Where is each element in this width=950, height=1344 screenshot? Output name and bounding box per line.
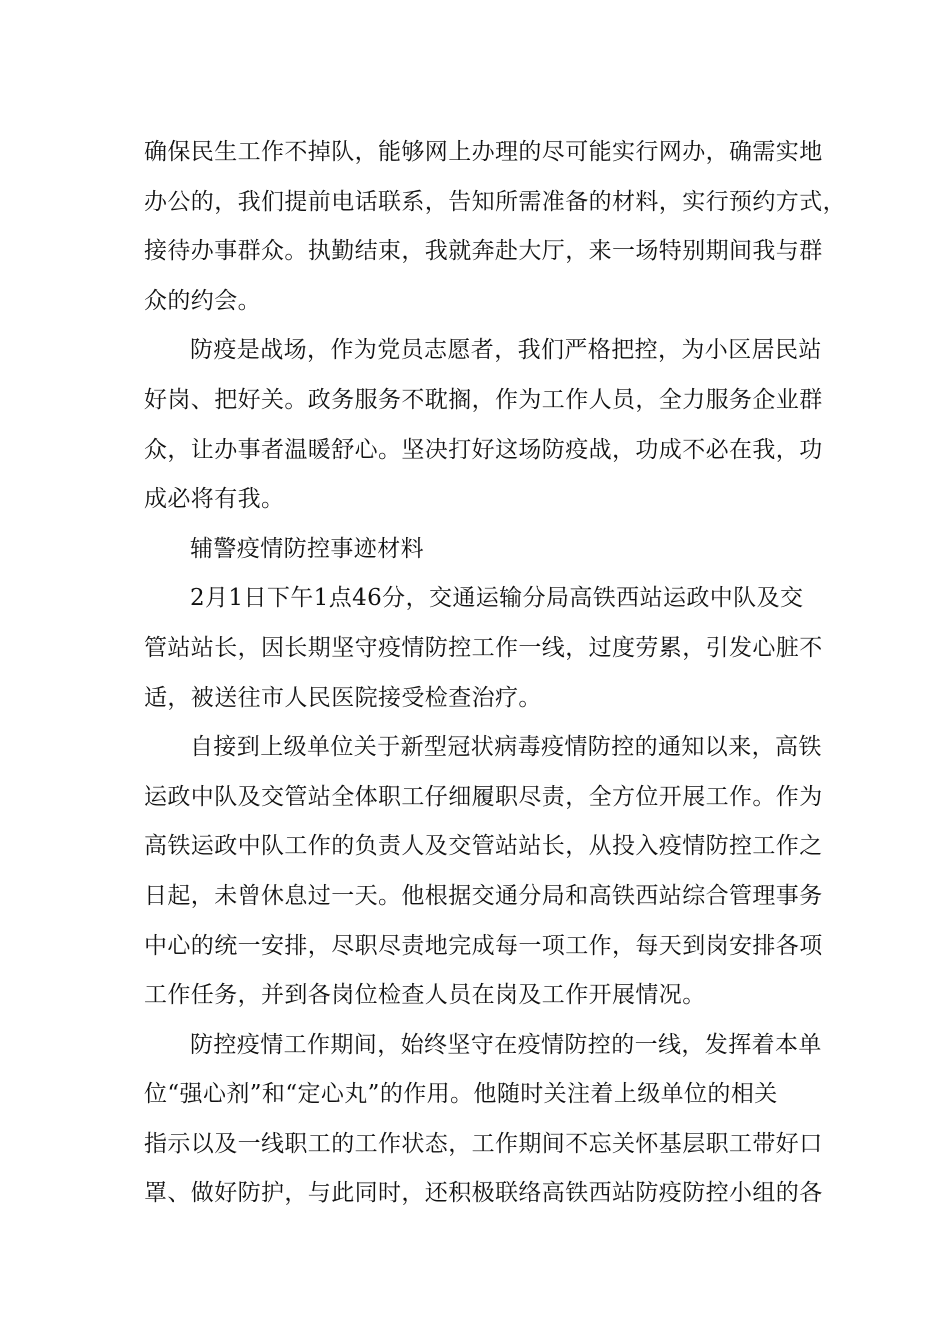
text-line: 管站站长，因长期坚守疫情防控工作一线，过度劳累，引发心脏不 bbox=[144, 634, 823, 661]
text-line: 罩、做好防护，与此同时，还积极联络高铁西站防疫防控小组的各 bbox=[144, 1180, 823, 1207]
document-body bbox=[144, 128, 846, 1219]
text-line: 位“强心剂”和“定心丸”的作用。他随时关注着上级单位的相关 bbox=[144, 1081, 778, 1108]
text-line: 工作任务，并到各岗位检查人员在岗及工作开展情况。 bbox=[144, 982, 706, 1009]
text-line: 接待办事群众。执勤结束，我就奔赴大厅，来一场特别期间我与群 bbox=[144, 238, 823, 265]
text-line: 防控疫情工作期间，始终坚守在疫情防控的一线，发挥着本单 bbox=[190, 1031, 822, 1058]
text-line: 防疫是战场，作为党员志愿者，我们严格把控，为小区居民站 bbox=[190, 337, 822, 364]
text-line: 好岗、把好关。政务服务不耽搁，作为工作人员，全力服务企业群 bbox=[144, 386, 823, 413]
text-line: 确保民生工作不掉队，能够网上办理的尽可能实行网办，确需实地 bbox=[144, 139, 823, 165]
text-line: 自接到上级单位关于新型冠状病毒疫情防控的通知以来，高铁 bbox=[190, 734, 822, 761]
text-line: 众的约会。 bbox=[144, 287, 261, 314]
text-line: 成必将有我。 bbox=[144, 486, 285, 513]
text-line: 日起，未曾休息过一天。他根据交通分局和高铁西站综合管理事务 bbox=[144, 882, 823, 909]
text-line: 指示以及一线职工的工作状态，工作期间不忘关怀基层职工带好口 bbox=[144, 1130, 823, 1157]
text-line: 运政中队及交管站全体职工仔细履职尽责，全方位开展工作。作为 bbox=[144, 783, 823, 810]
text-line: 中心的统一安排，尽职尽责地完成每一项工作，每天到岗安排各项 bbox=[144, 932, 823, 959]
text-line: 2月1日下午1点46分，交通运输分局高铁西站运政中队及交 bbox=[190, 585, 804, 612]
text-line: 众，让办事者温暖舒心。坚决打好这场防疫战，功成不必在我，功 bbox=[144, 436, 823, 463]
text-line: 适，被送往市人民医院接受检查治疗。 bbox=[144, 684, 542, 711]
text-line: 办公的，我们提前电话联系，告知所需准备的材料，实行预约方式， bbox=[144, 188, 846, 215]
text-line: 高铁运政中队工作的负责人及交管站站长，从投入疫情防控工作之 bbox=[144, 833, 823, 860]
text-line: 辅警疫情防控事迹材料 bbox=[190, 535, 424, 562]
